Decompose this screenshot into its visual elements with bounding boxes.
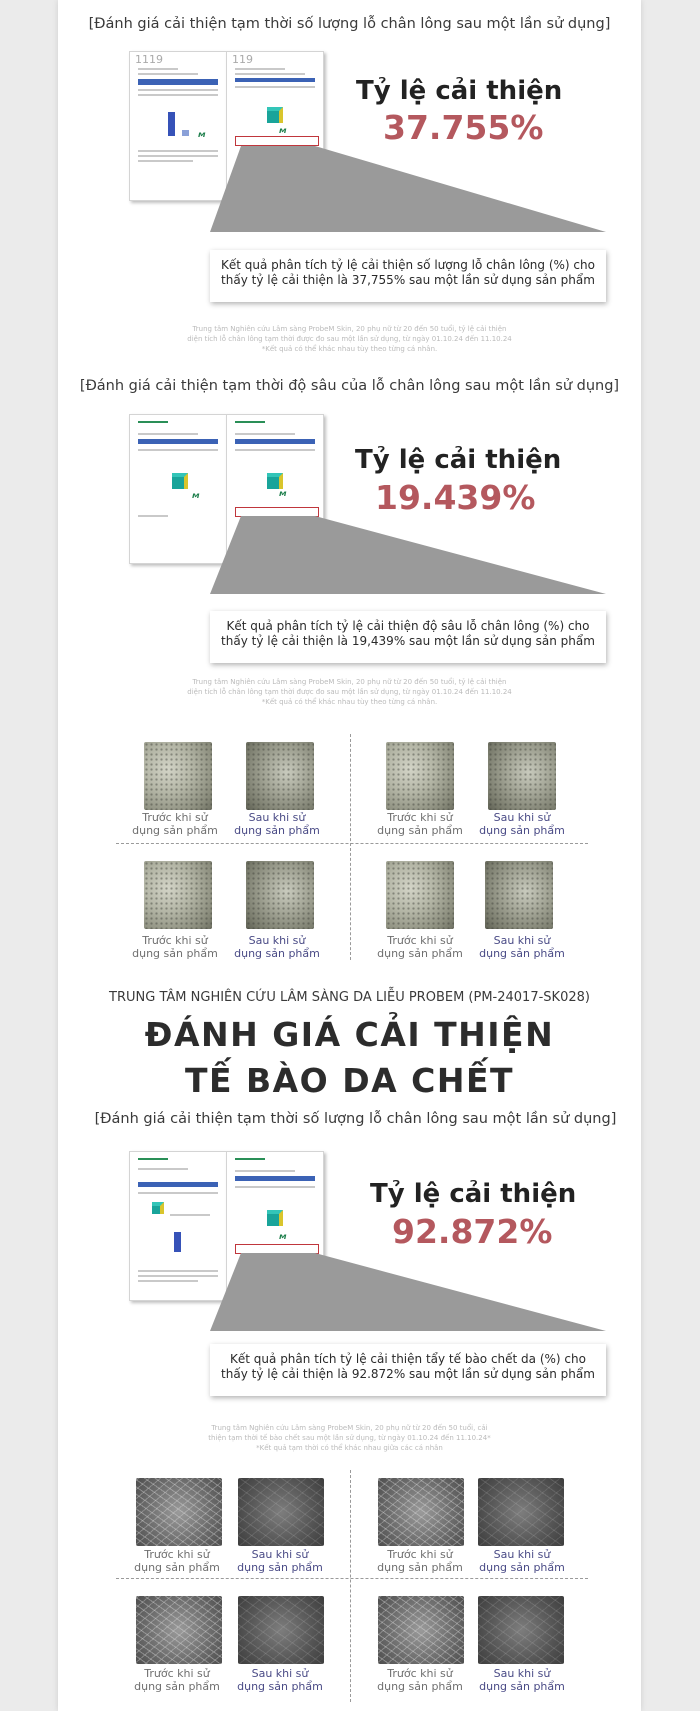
note-line: Trung tâm Nghiên cứu Lâm sàng ProbeM Skin, 20 phụ nữ từ 20 đến 50 tuổi, tỷ lệ cải thiện [192,325,507,333]
skin-micro-photo-before [378,1478,464,1546]
grid-divider [116,1578,588,1579]
product-detail-page [58,0,641,1711]
result-text-line2: thấy tỷ lệ cải thiện là 37,755% sau một lần sử dụng sản phẩm [221,273,595,287]
lab-logo-icon: ᴹ [279,489,286,503]
caption-after: Sau khi sử dụng sản phẩm [234,934,320,960]
rate-label: Tỷ lệ cải thiện [370,1179,577,1209]
note-line: *Kết quả có thể khác nhau tùy theo từng cá nhân. [261,345,438,353]
research-center-label: TRUNG TÂM NGHIÊN CỨU LÂM SÀNG DA LIỄU PROBEM (PM-24017-SK028) [109,990,590,1005]
page-title-line2: TẾ BÀO DA CHẾT [184,1061,515,1100]
section2-heading: [Đánh giá cải thiện tạm thời độ sâu của lỗ chân lông sau một lần sử dụng] [79,378,620,394]
rate-value: 92.872% [392,1212,553,1251]
lab-logo-icon: ᴹ [279,126,286,140]
study-note [58,1423,641,1453]
note-line: Trung tâm Nghiên cứu Lâm sàng ProbeM Skin, 20 phụ nữ từ 20 đến 50 tuổi, tỷ lệ cải thiện [192,678,507,686]
result-text-line1: Kết quả phân tích tỷ lệ cải thiện số lượng lỗ chân lông (%) cho [221,258,595,272]
note-line: diện tích lỗ chân lông tạm thời được đo sau một lần sử dụng, từ ngày 01.10.24 đến 11.10.24 [187,335,512,343]
caption-before: Trước khi sử dụng sản phẩm [134,1548,220,1574]
rate-value: 37.755% [383,108,544,147]
caption-after: Sau khi sử dụng sản phẩm [237,1548,323,1574]
rate-value: 19.439% [375,478,536,517]
caption-after: Sau khi sử dụng sản phẩm [237,1667,323,1693]
caption-before: Trước khi sử dụng sản phẩm [377,934,463,960]
caption-after: Sau khi sử dụng sản phẩm [479,811,565,837]
skin-micro-photo-before [136,1596,222,1664]
result-text-line2: thấy tỷ lệ cải thiện là 19,439% sau một lần sử dụng sản phẩm [221,634,595,648]
caption-before: Trước khi sử dụng sản phẩm [134,1667,220,1693]
page-title-line1: ĐÁNH GIÁ CẢI THIỆN [144,1015,555,1054]
result-callout [210,1344,606,1396]
note-line: Trung tâm Nghiên cứu Lâm sàng ProbeM Skin, 20 phụ nữ từ 20 đến 50 tuổi, cải [211,1424,488,1432]
skin-micro-photo-after [478,1596,564,1664]
caption-before: Trước khi sử dụng sản phẩm [132,811,218,837]
caption-before: Trước khi sử dụng sản phẩm [377,1548,463,1574]
caption-before: Trước khi sử dụng sản phẩm [377,1667,463,1693]
caption-after: Sau khi sử dụng sản phẩm [234,811,320,837]
grid-divider [350,1470,351,1702]
lab-logo-icon: ᴹ [279,1232,286,1246]
section1-heading: [Đánh giá cải thiện tạm thời số lượng lỗ chân lông sau một lần sử dụng] [88,16,611,32]
caption-after: Sau khi sử dụng sản phẩm [479,1667,565,1693]
note-line: diện tích lỗ chân lông tạm thời được đo sau một lần sử dụng, từ ngày 01.10.24 đến 11.10.24 [187,688,512,696]
skin-micro-photo-after [238,1478,324,1546]
lab-logo-icon: ᴹ [198,130,205,144]
section3-heading: [Đánh giá cải thiện tạm thời số lượng lỗ chân lông sau một lần sử dụng] [94,1111,617,1127]
rate-label: Tỷ lệ cải thiện [356,76,563,106]
skin-micro-photo-before [378,1596,464,1664]
skin-micro-photo-after [238,1596,324,1664]
skin-micro-photo-before [136,1478,222,1546]
result-text-line2: thấy tỷ lệ cải thiện là 92.872% sau một lần sử dụng sản phẩm [221,1367,595,1381]
rate-label: Tỷ lệ cải thiện [355,445,562,475]
report-page-number: 119 [232,53,253,66]
caption-before: Trước khi sử dụng sản phẩm [132,934,218,960]
note-line: *Kết quả tạm thời có thể khác nhau giữa các cá nhân [256,1444,443,1452]
lab-logo-icon: ᴹ [192,491,199,505]
note-line: *Kết quả có thể khác nhau tùy theo từng cá nhân. [261,698,438,706]
note-line: thiện tạm thời tế bào chết sau một lần sử dụng, từ ngày 01.10.24 đến 11.10.24* [208,1434,491,1442]
report-page-number: 1119 [135,53,163,66]
result-text-line1: Kết quả phân tích tỷ lệ cải thiện độ sâu lỗ chân lông (%) cho [226,619,590,633]
skin-micro-photo-after [478,1478,564,1546]
caption-after: Sau khi sử dụng sản phẩm [479,1548,565,1574]
result-text-line1: Kết quả phân tích tỷ lệ cải thiện tẩy tế bào chết da (%) cho [230,1352,586,1366]
caption-before: Trước khi sử dụng sản phẩm [377,811,463,837]
caption-after: Sau khi sử dụng sản phẩm [479,934,565,960]
